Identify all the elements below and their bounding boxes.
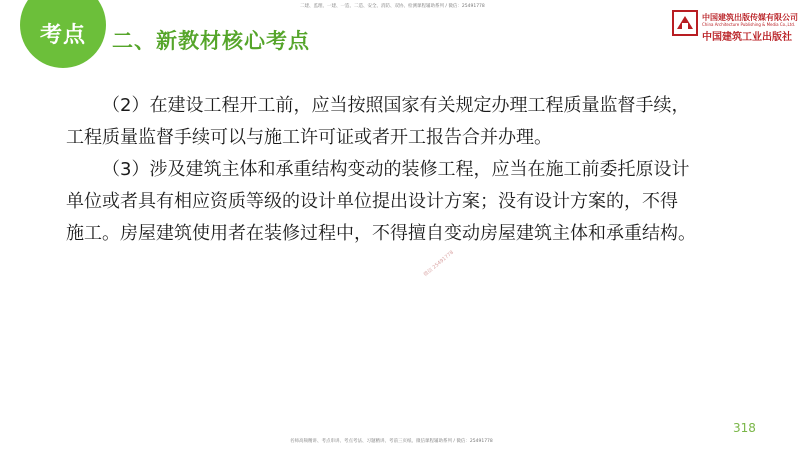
page-number: 318 [733, 421, 756, 435]
publisher-name-en: China Architecture Publishing & Media Co.,Ltd. [702, 22, 796, 27]
paragraph-3-line-1: （3）涉及建筑主体和承重结构变动的装修工程，应当在施工前委托原设计 [102, 159, 690, 180]
publisher-name: 中国建筑出版传媒有限公司 [702, 13, 798, 22]
watermark: 微信 25491778 [422, 249, 455, 279]
publisher-logo [672, 8, 798, 44]
publisher-logo-icon [672, 10, 698, 36]
topic-badge [20, 6, 106, 66]
header-note: 二建、监理、一建、一造、二造、安全、消防、双协、检测课程辅助系列 / 微信：25491778 [300, 4, 485, 9]
paragraph-2-line-1: （2）在建设工程开工前，应当按照国家有关规定办理工程质量监督手续， [102, 95, 690, 116]
paragraph-2-line-2: 工程质量监督手续可以与施工许可证或者开工报告合并办理。 [66, 127, 552, 148]
paragraph-3-line-2: 单位或者具有相应资质等级的设计单位提出设计方案；没有设计方案的，不得 [66, 191, 678, 212]
badge-label: 考点 [39, 23, 86, 48]
section-title: 二、新教材核心考点 [112, 29, 310, 53]
footer-note: 名师高频精讲、考点串讲、考点考法、习题精讲、考前三页纸、微信课程辅助系列 / 微信：25491778 [290, 439, 493, 444]
paragraph-3-line-3: 施工。房屋建筑使用者在装修过程中，不得擅自变动房屋建筑主体和承重结构。 [66, 223, 696, 244]
body-text [66, 90, 766, 250]
publisher-calligraphy: 中国建筑工业出版社 [702, 32, 792, 43]
